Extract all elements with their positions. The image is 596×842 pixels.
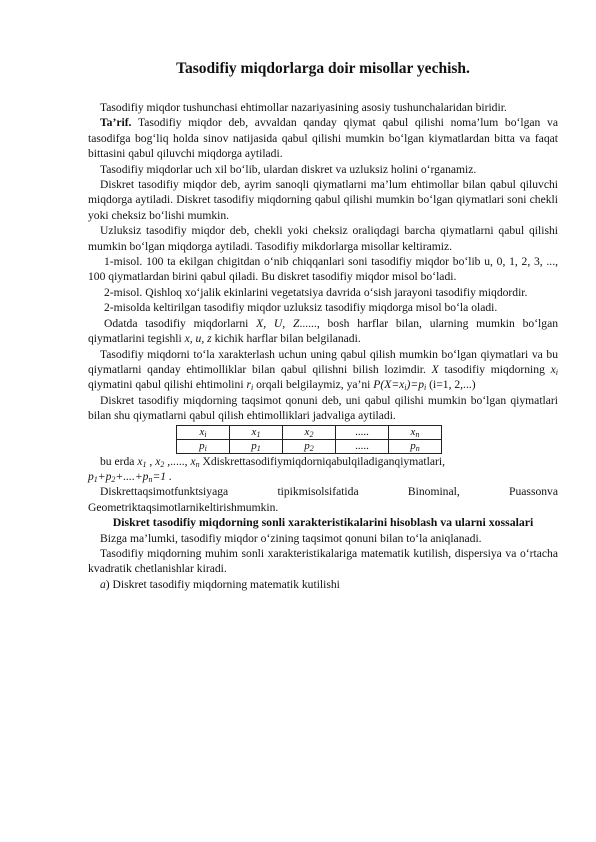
note-x1: $x_1$ [137,454,147,469]
table-cell: $p_2$ [283,439,336,453]
document-page [88,60,558,592]
notation-vars-lower: x, u, z [184,332,212,346]
note-sep-2: ,....., [164,454,191,468]
note-x2: $x_2$ [155,454,165,469]
paragraph-continuous: Uzluksiz tasodifiy miqdor deb, chekli yoki cheksiz oraliqdagi barcha qiymatlarni qabul qilishi mumkin bo‘lgan miqdorga aytiladi. Tasodifiy mikdorlarga misollar keltiramiz. [88,224,558,253]
notation-text-2: ......, bosh harflar bilan, ularning mumkin bo‘lgan qiymatlarini tegishli [88,316,559,346]
paragraph-example-2: 2-misol. Qishloq xo‘jalik ekinlarini vegetatsiya davrida o‘sish jarayoni tasodifiy miqdordir. [104,285,528,299]
prob-text-3: qiymatini qabul qilishi ehtimolini [88,378,247,392]
list-marker-a: a [100,577,106,591]
table-cell: $x_n$ [389,425,442,439]
paragraph-intro: Tasodifiy miqdor tushunchasi ehtimollar nazariyasining asosiy tushunchalaridan biridir. [100,101,507,114]
paragraph-characteristics: Tasodifiy miqdorning muhim sonli xarakteristikalariga matematik kutilish, dispersiya va o‘rtacha kvadratik chetlanishlar kiradi. [88,546,558,576]
note-sum-formula: $p_1+p_2+....+p_n=1$ . [88,469,172,484]
prob-text-2: tasodifiy miqdorning [438,362,551,376]
formula-sub-1: i [404,383,407,393]
prob-xi-sub: i [555,367,558,377]
page-title: Tasodifiy miqdorlarga doir misollar yechish. [176,60,470,77]
prob-text-4: orqali belgilaymiz, ya’ni [253,378,374,392]
prob-xi [551,363,558,376]
formula-part-1: P(X=x [373,378,405,392]
formula-part-2: )=p [406,378,425,392]
note-sep-1: , [146,454,156,468]
prob-formula [373,378,426,391]
definition-label: Ta’rif. [100,116,132,130]
definition-text: Tasodifiy miqdor deb, avvaldan qanday qiymat qabul qilishi noma’lum bo‘lgan va tasodifga bog‘liq holda sinov natijasida qabul qilishi mumkin bo‘lgan kiymatlardan bitta va faqat bittasini qabul qiluvchi miqdorga aytiladi. [88,116,558,161]
prob-var-x: X [431,362,439,376]
paragraph-discrete: Diskret tasodifiy miqdor deb, ayrim sanoqli qiymatlarni ma’lum ehtimollar bilan qabul qiluvchi miqdorga aytiladi. Diskret tasodifiy miqdorning qabul qilishi mumkin bo‘lgan qiymatlari soni chekli yoki cheksiz bo‘lishi mumkin. [88,178,558,222]
section-heading: Diskret tasodifiy miqdorning sonli xarakteristikalarini hisoblash va ularni xossalari [112,515,534,530]
prob-text-1: Tasodifiy miqdorni to‘la xarakterlash uchun uning qabul qilish mumkin bo‘lgan qiymatlari va bu qiymatlarni qanday ehtimolliklar bilan qabul qilishni bilish lozimdir. [88,347,558,376]
paragraph-definition [88,115,558,161]
prob-ri-sub: i [250,383,254,393]
paragraph-probability [88,347,558,393]
formula-sub-2: i [424,383,427,393]
paragraph-known: Bizga ma’lumki, tasodifiy miqdor o‘zining taqsimot qonuni bilan to‘la aniqlanadi. [100,531,482,545]
table-row-values [177,425,442,439]
table-cell: ..... [336,439,389,453]
notation-text-3: kichik harflar bilan belgilanadi. [211,332,361,346]
paragraph-example-1: 1-misol. 100 ta ekilgan chigitdan o‘nib chiqqanlari soni tasodifiy miqdor bo‘lib u, 0, 1, 2, 3, ..., 100 qiymatlardan birini qabul qiladi. Bu diskret tasodifiy miqdor misol bo‘ladi. [88,255,558,284]
prob-xi-base: x [550,362,556,376]
table-cell: $x_1$ [230,425,283,439]
prob-ri-base: r [246,378,251,392]
expectation-text: ) Diskret tasodifiy miqdorning matematik kutilishi [105,577,340,591]
paragraph-example-2-note: 2-misolda keltirilgan tasodifiy miqdor uzluksiz tasodifiy miqdorga misol bo‘la oladi. [104,301,498,315]
paragraph-notation [88,316,558,347]
note-xn: $x_n$ [190,454,200,469]
notation-vars-upper: X, U, Z [256,316,300,330]
note-text-2: Xdiskrettasodifiymiqdorniqabulqiladiganqiymatlari, [199,454,445,468]
distribution-table [176,425,442,454]
table-cell: $p_i$ [177,439,230,453]
table-cell: ..... [336,425,389,439]
table-cell: $p_1$ [230,439,283,453]
paragraph-table-note [88,454,558,485]
note-text-1: bu erda [100,454,138,468]
table-cell: $x_2$ [283,425,336,439]
paragraph-examples-distributions: Diskrettaqsimotfunktsiyaga tipikmisolsifatida Binominal, Puassonva Geometriktaqsimotlarnikeltirishmumkin. [88,485,558,514]
paragraph-types: Tasodifiy miqdorlar uch xil bo‘lib, ulardan diskret va uzluksiz holini o‘rganamiz. [100,162,477,176]
formula-range: (i=1, 2,...) [426,378,476,392]
table-cell: $p_n$ [389,439,442,453]
table-cell: $x_i$ [177,425,230,439]
paragraph-expectation [88,577,558,592]
notation-text-1: Odatda tasodifiy miqdorlarni [104,316,257,330]
table-row-probabilities [177,439,442,453]
paragraph-distribution-law: Diskret tasodifiy miqdorning taqsimot qonuni deb, uni qabul qilishi mumkin bo‘lgan qiymatlari bilan shu qiymatlarni qabul qilish ehtimolliklari jadvaliga aytiladi. [88,393,558,423]
